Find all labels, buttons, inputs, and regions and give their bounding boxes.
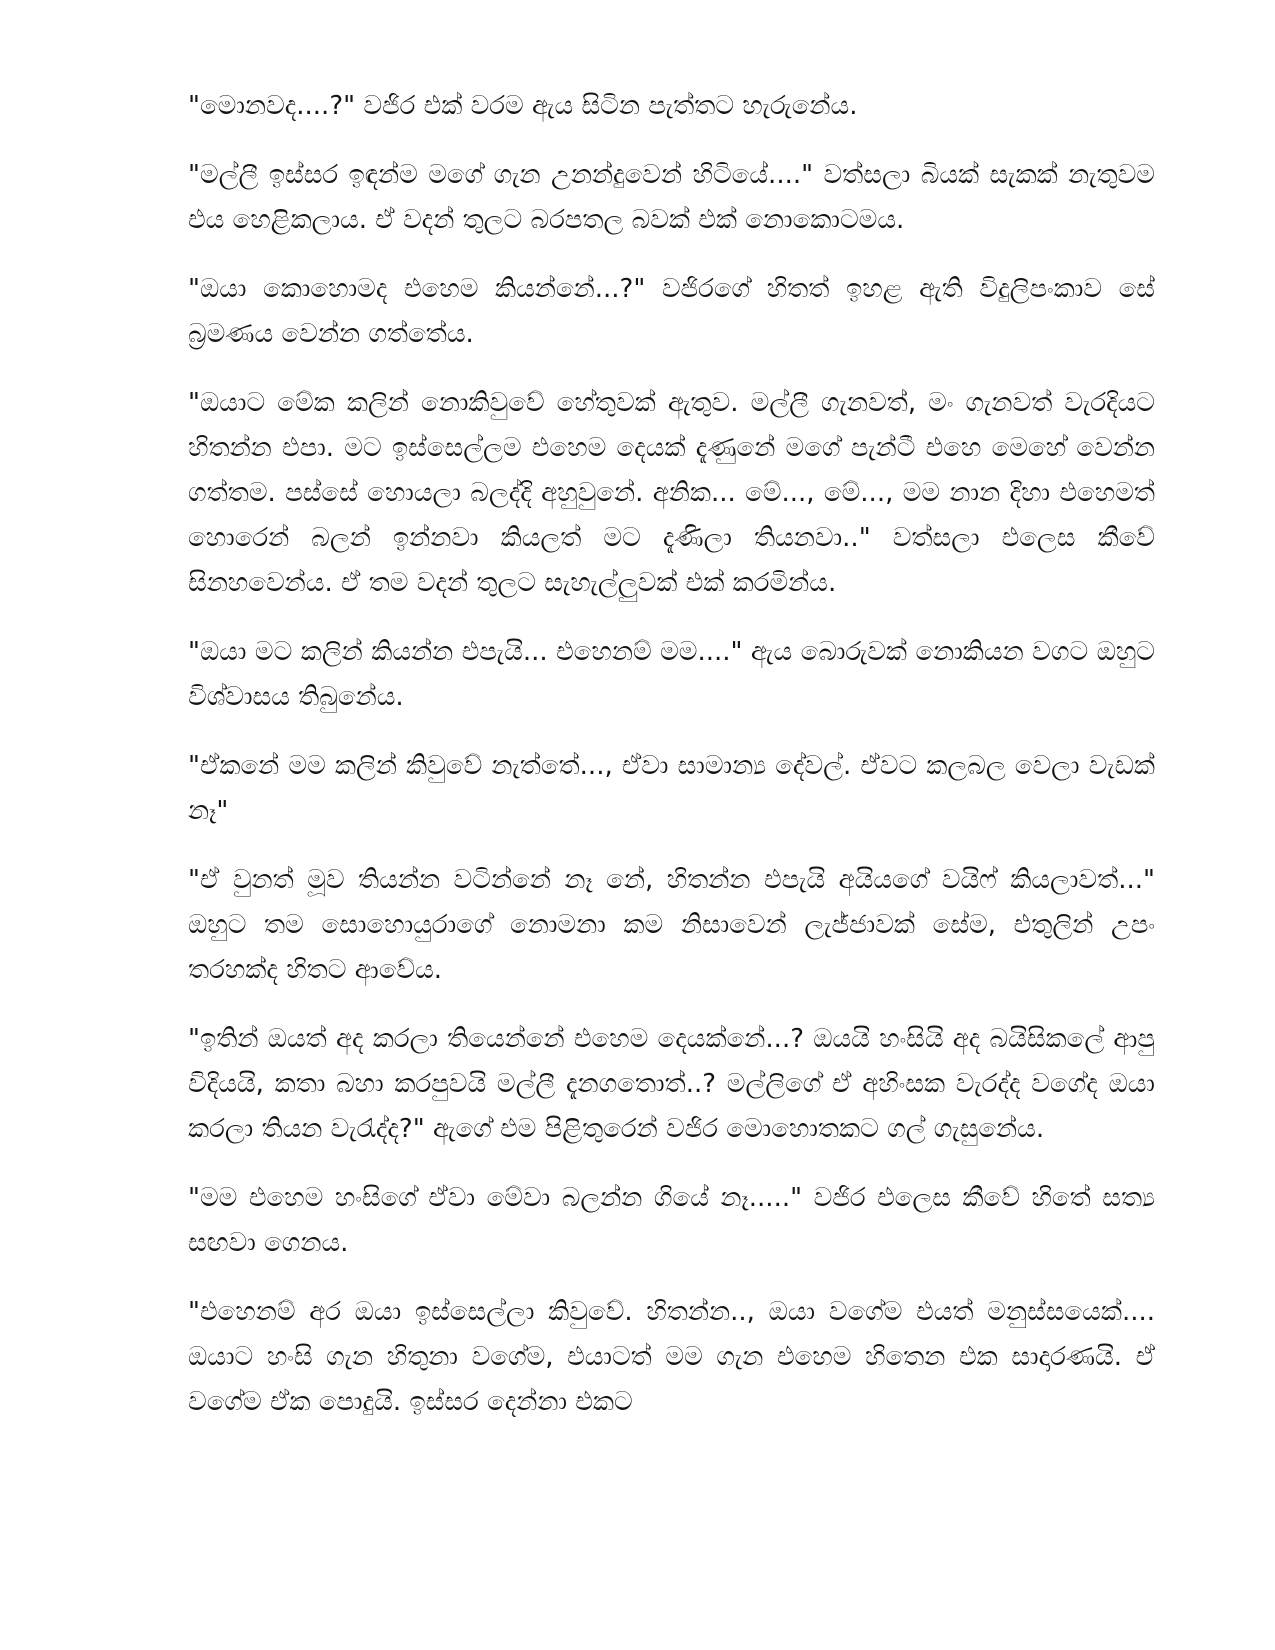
paragraph-5: "ඔයා මට කලින් කියන්න එපැයි... එහෙනම් මම...." ඇය බොරුවක් නොකියන වගට ඔහුට විශ්වාසය තිබුනේය. — [188, 637, 1155, 712]
paragraph-1: "මොනවද....?" වජිර එක් වරම ඇය සිටින පැත්තට හැරුනේය. — [188, 91, 858, 121]
paragraph-8: "ඉතින් ඔයත් අද කරලා තියෙන්නේ එහෙම දෙයක්නේ...? ඔයයි හංසියි අද බයිසිකලේ ආපු විදියයි, කතා බහා කරපුවයි මල්ලී දැනගතොත්..? මල්ලිගේ ඒ අහිංසක වැරද්ද වගේද ඔයා කරලා තියන වැරැද්ද?" ඇගේ එම පිළිතුරෙන් වජිර මොහොතකට ගල් ගැසුනේය. — [188, 1024, 1155, 1144]
paragraph-10: "එහෙනම් අර ඔයා ඉස්සෙල්ලා කිවුවේ. හිතන්න.., ඔයා වගේම එයත් මනුස්සයෙක්.... ඔයාට හංසි ගැන හිතුනා වගේම, එයාටත් මම ගැන එහෙම හිතෙන එක සාදාරණයි. ඒ වගේම ඒක පොදුයි. ඉස්සර දෙන්නා එකට — [188, 1297, 1155, 1417]
paragraph-2: "මල්ලී ඉස්සර ඉඳන්ම මගේ ගැන උනන්දුවෙන් හිටියේ...." වත්සලා බියක් සැකක් නැතුවම එය හෙළිකලාය. ඒ වදන් තුලට බරපතල බවක් එක් නොකොටමය. — [188, 160, 1155, 235]
paragraph-6: "ඒකනේ මම කලින් කිවුවේ නැත්තේ..., ඒවා සාමාන්‍ය දේවල්. ඒවට කලබල වෙලා වැඩක් නෑ" — [188, 751, 1155, 826]
body-text — [188, 84, 1155, 1449]
paragraph-4: "ඔයාට මේක කලින් නොකිවුවේ හේතුවක් ඇතුව. මල්ලී ගැනවත්, මං ගැනවත් වැරදියට හිතන්න එපා. මට ඉස්සෙල්ලම එහෙම දෙයක් දැණුනේ මගේ පැන්ටී එහෙ මෙහේ වෙන්න ගත්තම. පස්සේ හොයලා බලද්දි අහුවුනේ. අනික... මේ..., මේ..., මම නාන දිහා එහෙමත් හොරෙන් බලන් ඉන්නවා කියලත් මට දැණිලා තියනවා.." වත්සලා එලෙස කීවේ සිනහවෙන්ය. ඒ තම වදන් තුලට සැහැල්ලුවක් එක් කරමින්ය. — [188, 388, 1155, 598]
paragraph-7: "ඒ වුනත් මූව තියන්න වටින්නේ නෑ නේ, හිතන්න එපැයි අයියගේ වයිෆ් කියලාවත්..." ඔහුට තම සොහොයුරාගේ නොමනා කම නිසාවෙන් ලැජ්ජාවක් සේම, එතුලින් උපං තරහක්ද හිතට ආවේය. — [188, 865, 1155, 985]
paragraph-3: "ඔයා කොහොමද එහෙම කියන්නේ...?" වජිරගේ හිතත් ඉහළ ඇති විදුලිපංකාව සේ බ්‍රමණය වෙන්න ගත්තේය. — [188, 274, 1155, 349]
paragraph-9: "මම එහෙම හංසිගේ ඒවා මේවා බලන්න ගියේ නෑ....." වජිර එලෙස කීවේ හිතේ සත්‍ය සඟවා ගෙනය. — [188, 1183, 1155, 1258]
